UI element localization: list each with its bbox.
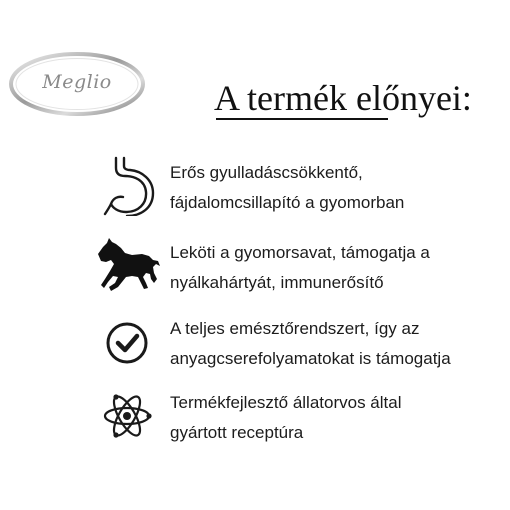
benefit-line: gyártott receptúra <box>170 423 304 442</box>
benefit-text <box>170 314 500 374</box>
benefit-line: Erős gyulladáscsökkentő, <box>170 163 363 182</box>
benefit-text <box>170 158 500 218</box>
benefit-item <box>0 386 510 446</box>
benefit-line: Termékfejlesztő állatorvos által <box>170 393 402 412</box>
benefit-text <box>170 388 500 448</box>
benefit-item <box>0 312 510 372</box>
benefit-line: fájdalomcsillapító a gyomorban <box>170 193 405 212</box>
atom-icon <box>96 386 162 446</box>
page-title: A termék előnyei: <box>214 78 472 118</box>
benefit-line: Leköti a gyomorsavat, támogatja a <box>170 243 430 262</box>
benefit-line: nyálkahártyát, immunerősítő <box>170 273 384 292</box>
title-underline <box>216 118 388 120</box>
stomach-icon <box>96 156 162 216</box>
benefit-line: A teljes emésztőrendszert, így az <box>170 319 420 338</box>
benefit-item <box>0 156 510 216</box>
horse-icon <box>96 236 162 296</box>
brand-logo <box>8 50 146 118</box>
checkmark-circle-icon <box>96 312 162 372</box>
benefit-item <box>0 236 510 296</box>
benefit-text <box>170 238 500 298</box>
benefit-line: anyagcserefolyamatokat is támogatja <box>170 349 451 368</box>
logo-text: Meglio <box>42 71 112 93</box>
